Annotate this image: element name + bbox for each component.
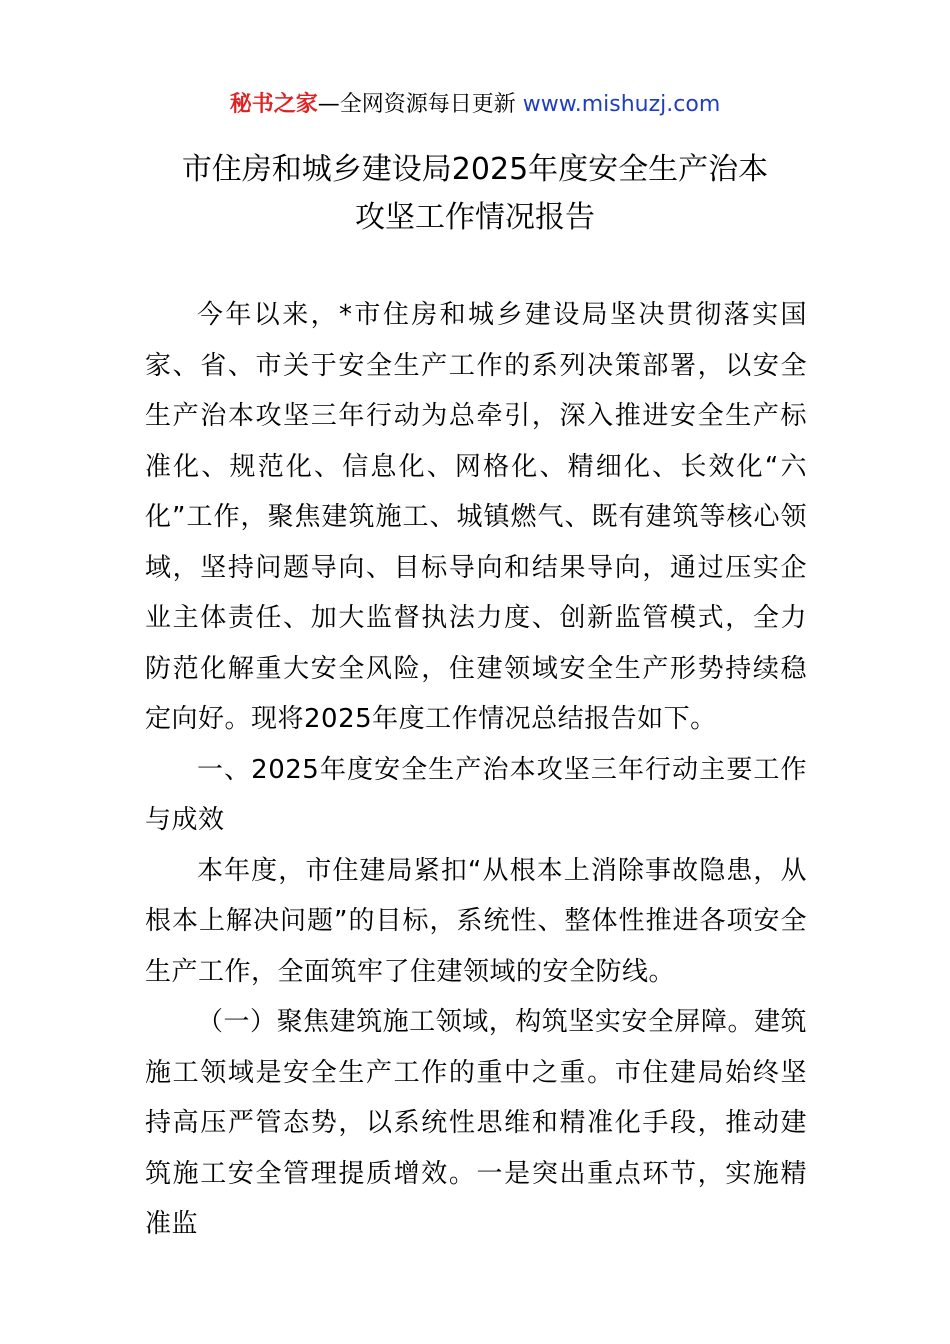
title-line-1: 市住房和城乡建设局2025年度安全生产治本 — [181, 152, 769, 187]
document-body — [145, 290, 807, 1250]
paragraph-intro: 今年以来，*市住房和城乡建设局坚决贯彻落实国家、省、市关于安全生产工作的系列决策部署，以安全生产治本攻坚三年行动为总牵引，深入推进安全生产标准化、规范化、信息化、网格化、精细化、长效化“六化”工作，聚焦建筑施工、城镇燃气、既有建筑等核心领域，坚持问题导向、目标导向和结果导向，通过压实企业主体责任、加大监督执法力度、创新监管模式，全力防范化解重大安全风险，住建领域安全生产形势持续稳定向好。现将2025年度工作情况总结报告如下。 — [145, 300, 807, 734]
section-heading-1: 一、2025年度安全生产治本攻坚三年行动主要工作与成效 — [145, 754, 807, 835]
watermark-header — [0, 88, 950, 122]
title-line-2: 攻坚工作情况报告 — [355, 200, 595, 235]
subsection-1: （一）聚焦建筑施工领域，构筑坚实安全屏障。建筑施工领域是安全生产工作的重中之重。市住建局始终坚持高压严管态势，以系统性思维和精准化手段，推动建筑施工安全管理提质增效。一是突出重点环节，实施精准监 — [145, 1007, 807, 1239]
header-tagline: —全网资源每日更新 — [317, 92, 516, 117]
document-title — [145, 146, 805, 242]
brand-name: 秘书之家 — [229, 92, 318, 117]
site-link[interactable]: www.mishuzj.com — [522, 92, 721, 117]
paragraph-section-1: 本年度，市住建局紧扣“从根本上消除事故隐患，从根本上解决问题”的目标，系统性、整体性推进各项安全生产工作，全面筑牢了住建领域的安全防线。 — [145, 855, 807, 987]
